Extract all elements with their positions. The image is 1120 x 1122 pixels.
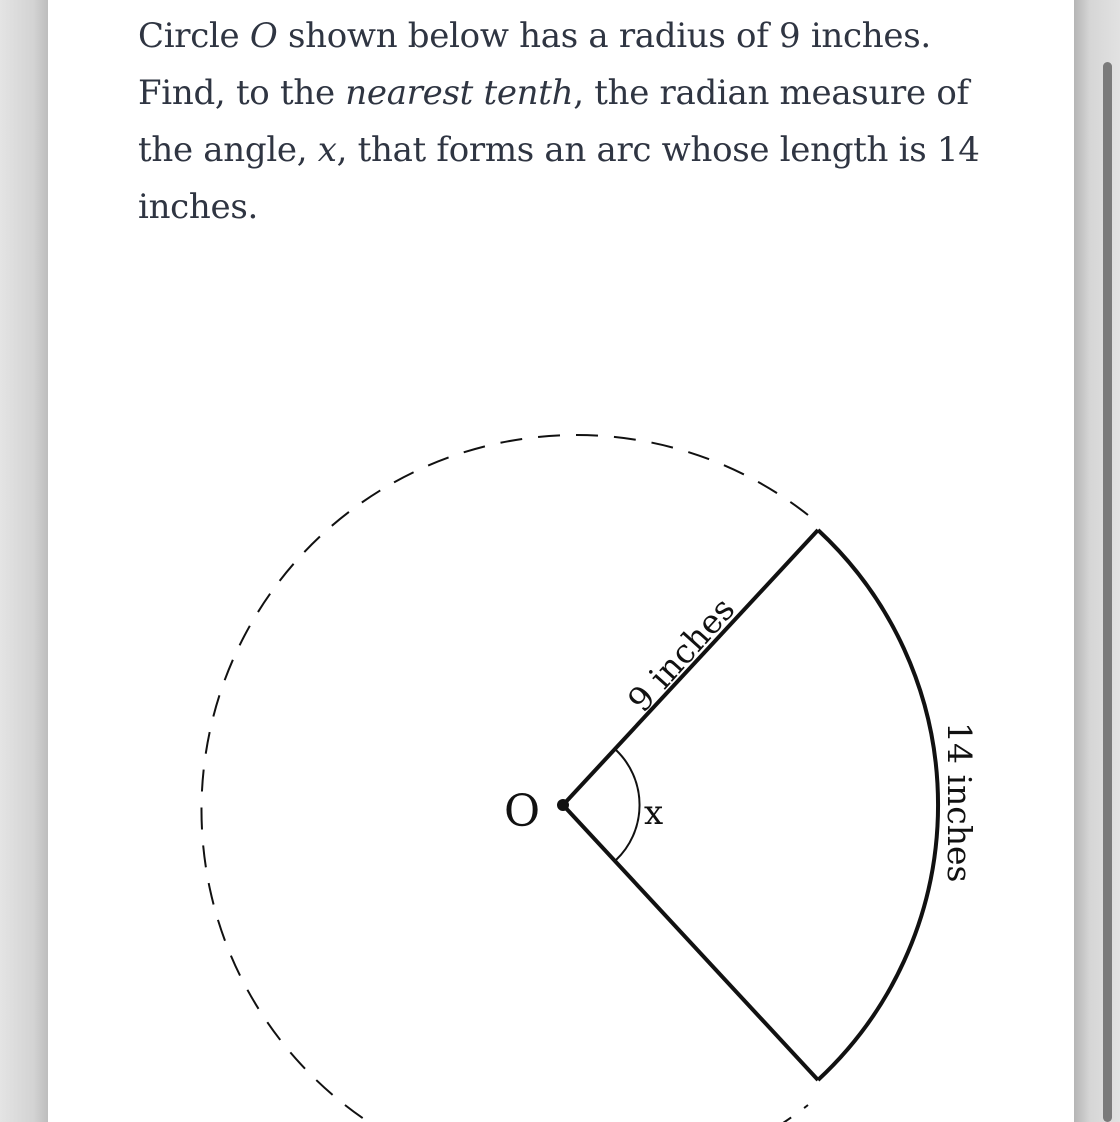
dashed-circle-outline: [201, 435, 808, 1122]
vertical-scrollbar-thumb[interactable]: [1103, 62, 1112, 1122]
nearest-tenth-emphasis: nearest tenth: [345, 73, 574, 113]
lower-radius-line: [563, 805, 818, 1080]
center-point: [557, 799, 569, 811]
question-part-3: , the radian measure of the angle,: [138, 73, 969, 170]
angle-marker-arc: [616, 750, 640, 860]
angle-label: x: [644, 793, 664, 833]
question-part-1: Circle: [138, 16, 250, 56]
center-label: O: [504, 786, 541, 837]
question-part-4: , that forms an arc whose length is 14 inches.: [138, 130, 980, 227]
question-page: [48, 0, 1074, 1122]
arc-length-label: 14 inches: [940, 722, 979, 883]
question-part-2: shown below has a radius of 9 inches. Find, to the: [138, 16, 931, 113]
left-page-margin: [0, 0, 48, 1122]
circle-name-variable: O: [249, 16, 278, 56]
angle-variable: x: [317, 130, 337, 170]
radius-label: 9 inches: [619, 589, 743, 720]
right-page-margin: [1074, 0, 1120, 1122]
sector-arc: [818, 530, 938, 1080]
circle-sector-diagram: [48, 0, 1074, 1122]
